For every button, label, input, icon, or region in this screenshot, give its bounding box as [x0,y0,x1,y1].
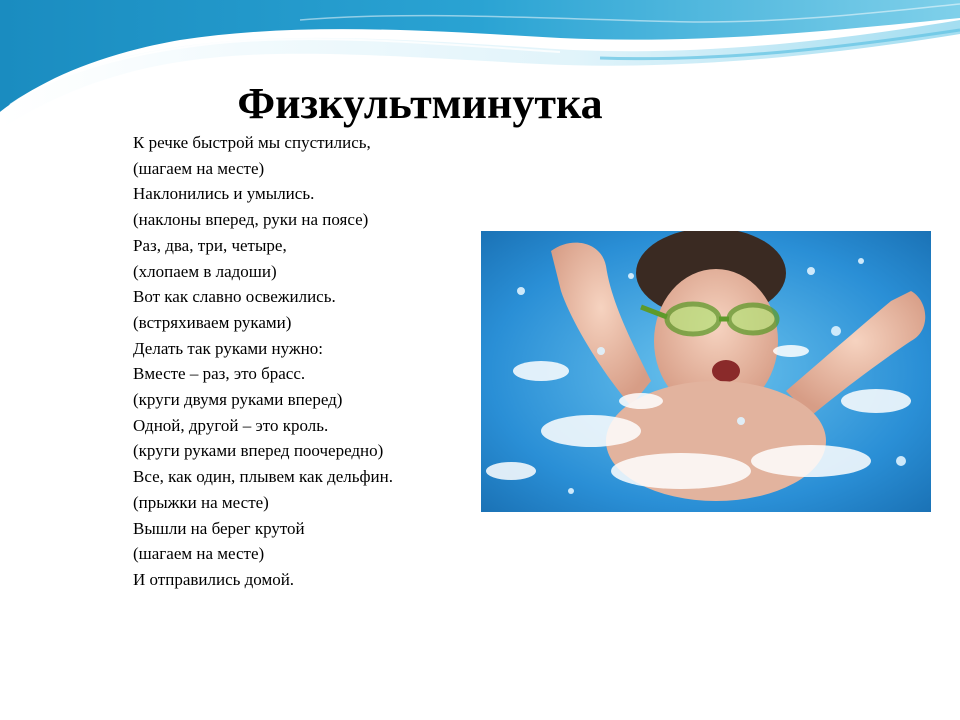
poem-line: (круги руками вперед поочередно) [133,441,384,461]
poem-line: Делать так руками нужно: [133,338,323,358]
poem-line: (круги двумя руками вперед) [133,390,343,410]
poem-line: Одной, другой – это кроль. [133,415,329,435]
poem-line: И отправились домой. [133,569,295,589]
poem-line: Наклонились и умылись. [133,184,315,204]
poem-line: (шагаем на месте) [133,158,265,178]
poem-text [133,130,473,593]
poem-line: К речке быстрой мы спустились, [133,133,371,152]
poem-line: (хлопаем в ладоши) [133,261,277,281]
poem-line: Вместе – раз, это брасс. [133,364,306,384]
poem-line: (шагаем на месте) [133,544,265,564]
swimming-child-photo [481,231,931,512]
poem-line: (прыжки на месте) [133,492,269,512]
slide-title: Физкультминутка [237,79,603,128]
poem-line: (наклоны вперед, руки на поясе) [133,210,369,230]
poem-line: Вот как славно освежились. [133,287,336,307]
poem-line: Вышли на берег крутой [133,518,305,538]
poem-line: Раз, два, три, четыре, [133,235,287,255]
poem-line: (встряхиваем руками) [133,312,292,332]
poem-line: Все, как один, плывем как дельфин. [133,467,393,487]
